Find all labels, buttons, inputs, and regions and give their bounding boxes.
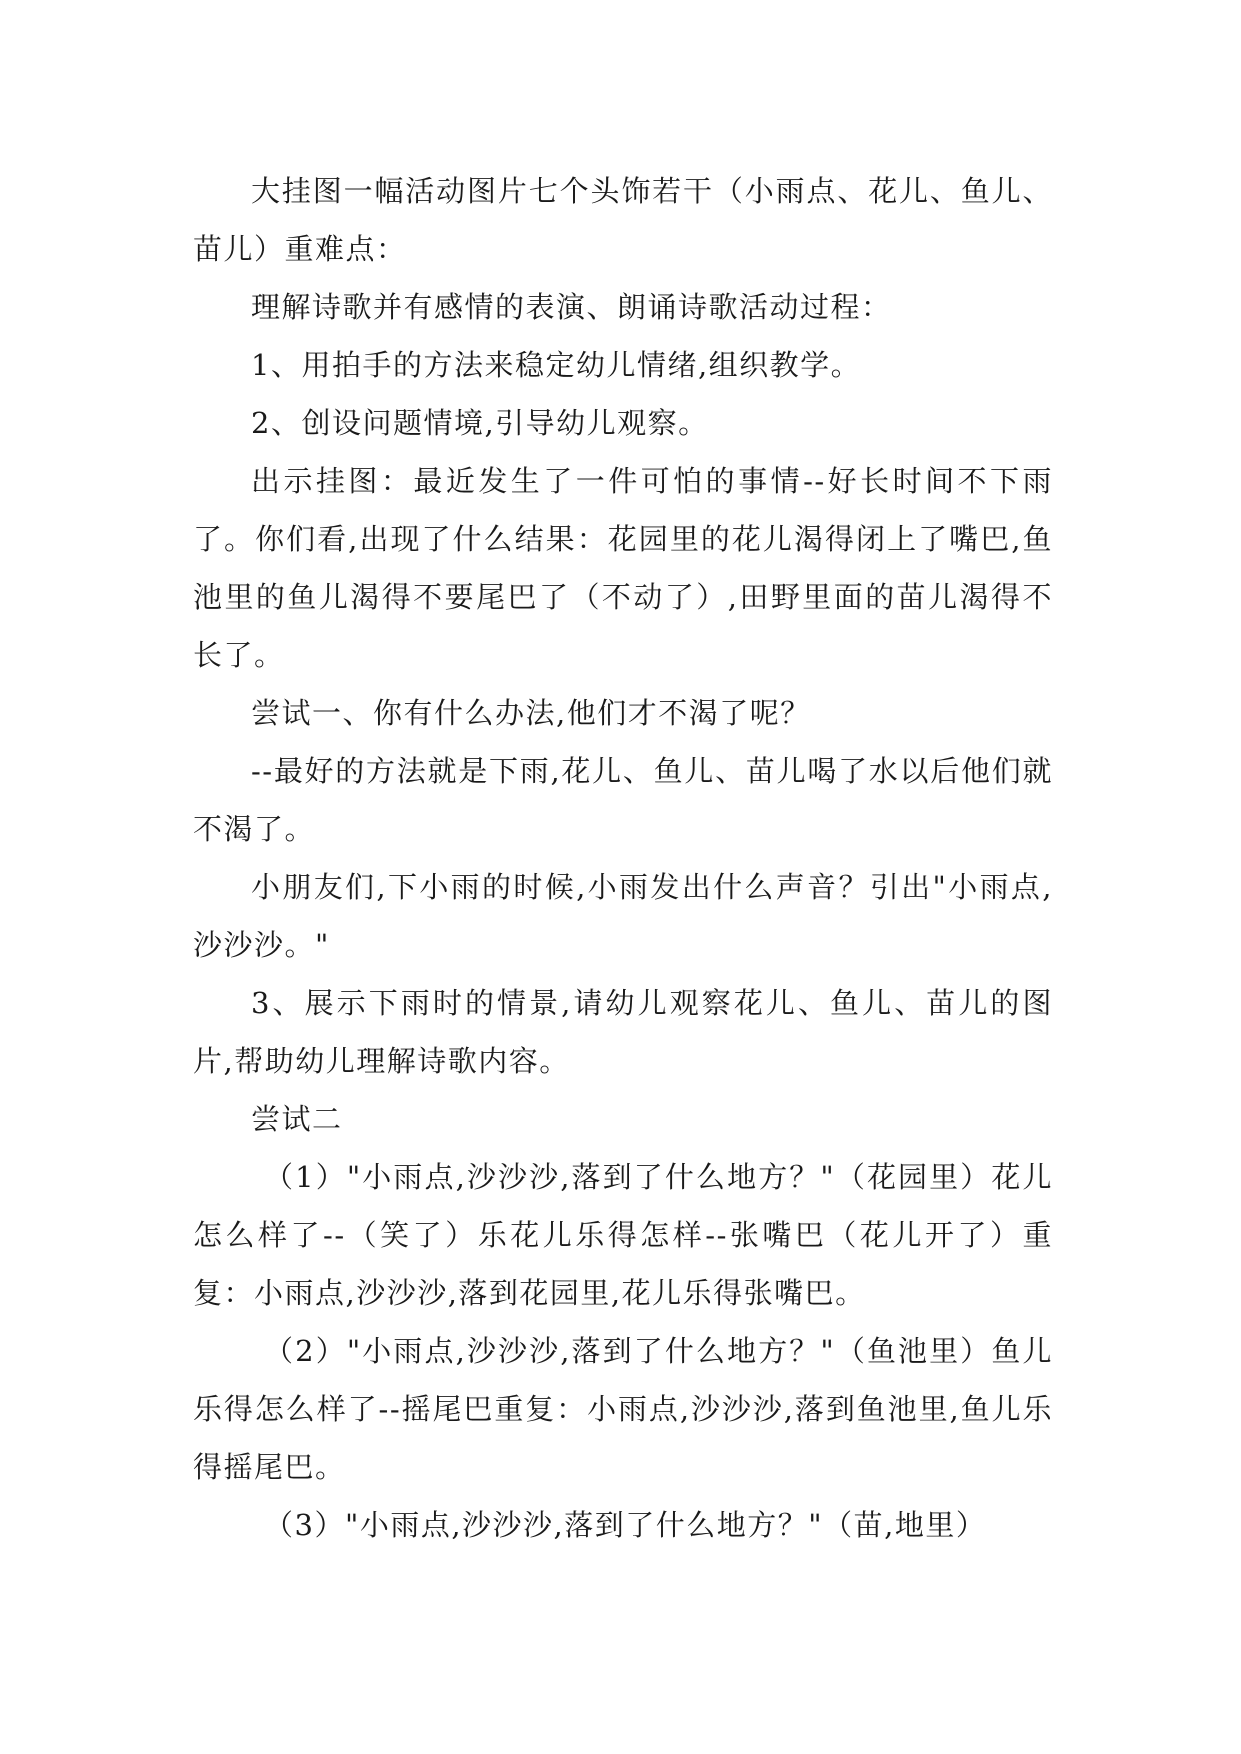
document-body	[193, 162, 1053, 1554]
paragraph-show-picture: 出示挂图：最近发生了一件可怕的事情--好长时间不下雨了。你们看,出现了什么结果：花园里的花儿渴得闭上了嘴巴,鱼池里的鱼儿渴得不要尾巴了（不动了）,田野里面的苗儿渴得不长了。	[193, 464, 1053, 672]
paragraph-attempt-1: 尝试一、你有什么办法,他们才不渴了呢？	[251, 696, 811, 730]
paragraph-attempt-1-answer: --最好的方法就是下雨,花儿、鱼儿、苗儿喝了水以后他们就不渴了。	[193, 754, 1053, 846]
paragraph-attempt-2-item-3: （3）"小雨点,沙沙沙,落到了什么地方？"（苗,地里）	[264, 1508, 987, 1542]
paragraph-rain-sound: 小朋友们,下小雨的时候,小雨发出什么声音？引出"小雨点,沙沙沙。"	[193, 870, 1053, 962]
paragraph-attempt-2-item-2: （2）"小雨点,沙沙沙,落到了什么地方？"（鱼池里）鱼儿乐得怎么样了--摇尾巴重复：小雨点,沙沙沙,落到鱼池里,鱼儿乐得摇尾巴。	[193, 1334, 1053, 1484]
paragraph-attempt-2-item-1: （1）"小雨点,沙沙沙,落到了什么地方？"（花园里）花儿怎么样了--（笑了）乐花儿乐得怎样--张嘴巴（花儿开了）重复：小雨点,沙沙沙,落到花园里,花儿乐得张嘴巴。	[193, 1160, 1053, 1310]
paragraph-step-2: 2、创设问题情境,引导幼儿观察。	[251, 406, 709, 440]
paragraph-step-3: 3、展示下雨时的情景,请幼儿观察花儿、鱼儿、苗儿的图片,帮助幼儿理解诗歌内容。	[193, 986, 1053, 1078]
paragraph-attempt-2: 尝试二	[251, 1102, 343, 1136]
paragraph-step-1: 1、用拍手的方法来稳定幼儿情绪,组织教学。	[251, 348, 862, 382]
paragraph-materials: 大挂图一幅活动图片七个头饰若干（小雨点、花儿、鱼儿、苗儿）重难点：	[193, 174, 1053, 266]
paragraph-process-heading: 理解诗歌并有感情的表演、朗诵诗歌活动过程：	[251, 290, 892, 324]
